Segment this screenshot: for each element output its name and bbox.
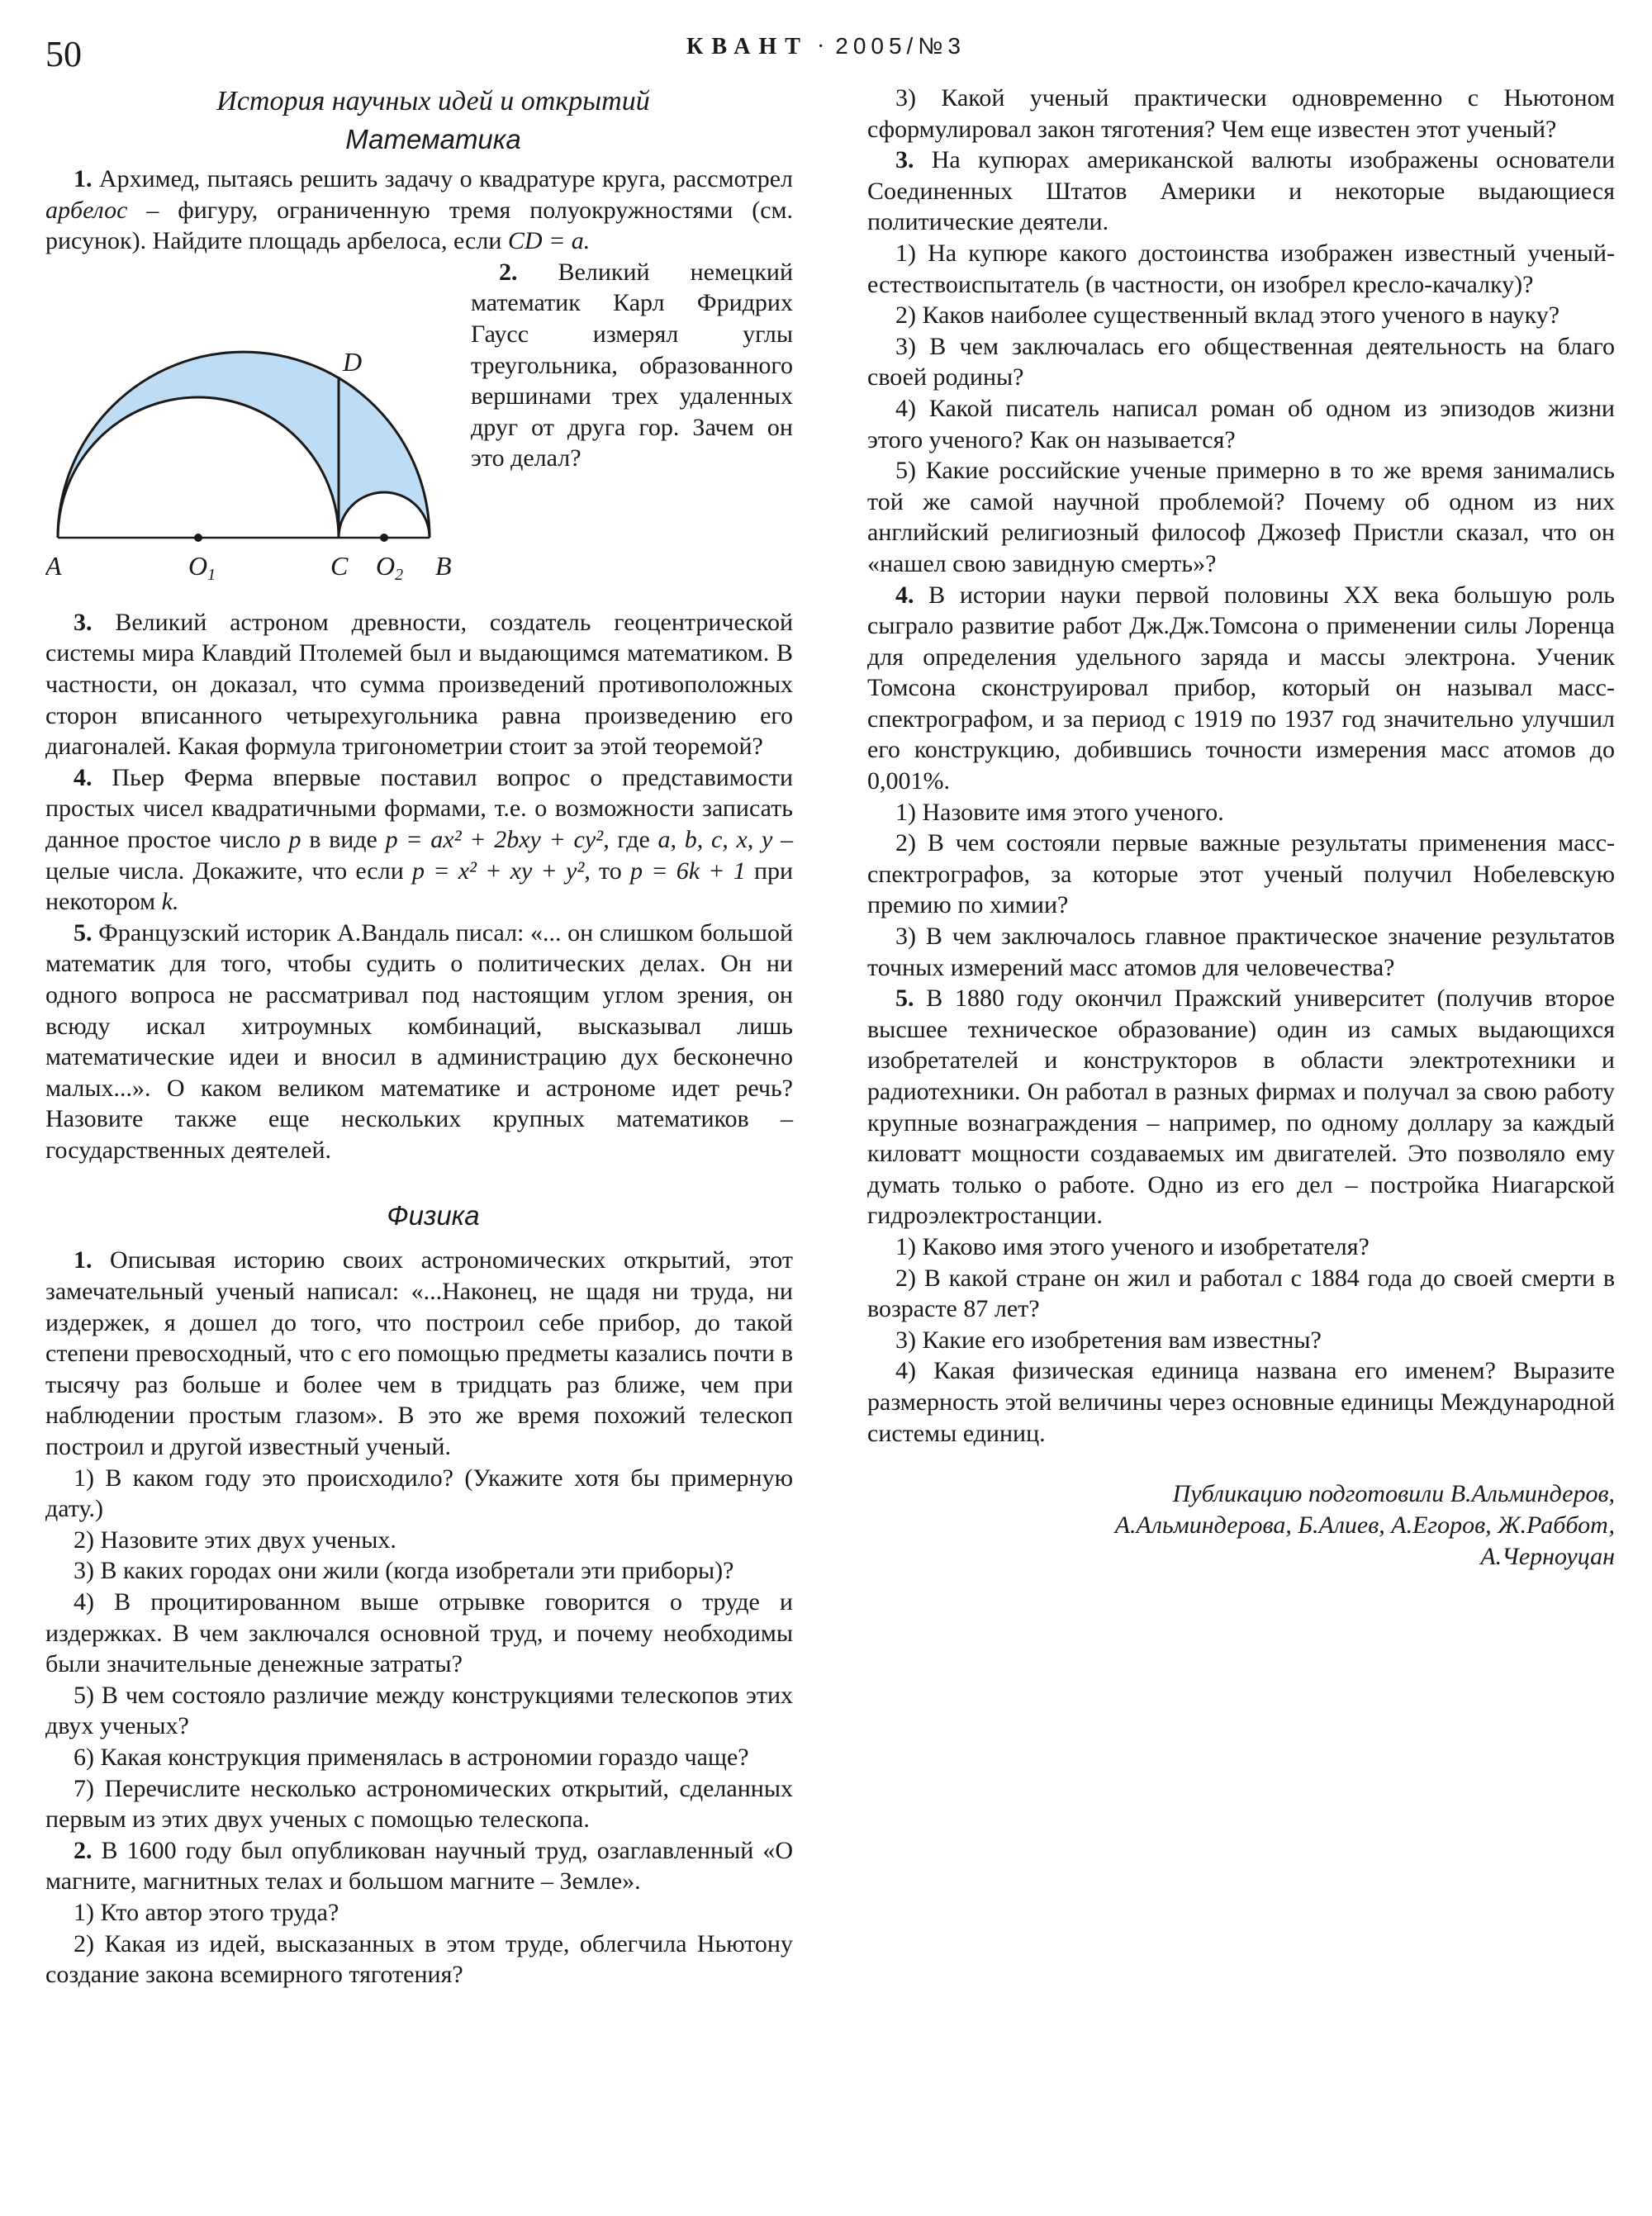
math-problem-1: 1. Архимед, пытаясь решить задачу о квадратуре круга, рассмотрел арбелос – фигуру, ограниченную тремя полуокружностями (см. рисунок). Найдите площадь арбелоса, если CD = a. [45, 165, 794, 255]
physics-1-question-3: 3) В каких городах они жили (когда изобретали эти приборы)? [74, 1557, 734, 1585]
physics-2-question-1: 1) Кто автор этого труда? [74, 1898, 339, 1926]
math-problem-4: 4. Пьер Ферма впервые поставил вопрос о представимости простых чисел квадратичными формами, т.е. о возможности записать данное простое число p в виде p = ax² + 2bxy + cy², где a, b, c, x, y – целые числа. Докажите, что если p = x² + xy + y², то p = 6k + 1 при некотором k. [45, 763, 794, 916]
section-title: История научных идей и открытий [216, 86, 650, 116]
physics-3-question-1: 1) На купюре какого достоинства изображен известный ученый-естествоиспытатель (в частности, он изобрел кресло-качалку)? [867, 239, 1615, 298]
physics-1-question-5: 5) В чем состояло различие между конструкциями телескопов этих двух ученых? [45, 1681, 793, 1740]
label-b: B [435, 550, 452, 581]
label-o2: O2 [376, 550, 404, 584]
physics-problem-2: 2. В 1600 году был опубликован научный труд, озаглавленный «О магните, магнитных телах и большом магните – Земле». [45, 1836, 794, 1896]
left-column [45, 83, 793, 1991]
label-d: D [343, 346, 363, 377]
physics-problem-5: 5. В 1880 году окончил Пражский университет (получив второе высшее техническое образование) один из самых выдающихся изобретателей и конструкторов в области электротехники и радиотехники. Он работал в разных фирмах и получал за свою работу крупные вознаграждения – например, по одному доллару за каждый киловатт мощности создаваемых им двигателей. Это позволяло ему думать только о работе. Одно из его дел – постройка Ниагарской гидроэлектростанции. [867, 985, 1615, 1230]
arbelos-region [58, 352, 430, 538]
physics-3-question-4: 4) Какой писатель написал роман об одном из эпизодов жизни этого ученого? Как он называется? [867, 394, 1615, 453]
issue-number: 2005/№3 [835, 33, 966, 59]
physics-2-question-3: 3) Какой ученый практически одновременно с Ньютоном сформулировал закон тяготения? Чем еще известен этот ученый? [867, 84, 1615, 143]
credits-line-1: Публикацию подготовили В.Альминдеров, [1172, 1480, 1615, 1508]
physics-3-question-5: 5) Какие российские ученые примерно в то же время занимались той же самой научной проблемой? Почему об одном из них английский религиозный философ Джозеф Пристли сказал, что он «нашел свою завидную смерть»? [867, 457, 1615, 577]
math-problem-2: 2. Великий немецкий математик Карл Фридрих Гаусс измерял углы треугольника, образованного вершинами трех удаленных друг от друга гор. Зачем он это делал? [471, 258, 793, 472]
physics-1-question-4: 4) В процитированном выше отрывке говорится о труде и издержках. В чем заключался основной труд, и почему необходимы были значительные денежные затраты? [45, 1588, 793, 1678]
center-o2 [380, 534, 388, 542]
physics-3-question-3: 3) В чем заключалась его общественная деятельность на благо своей родины? [867, 332, 1615, 391]
physics-1-question-1: 1) В каком году это происходило? (Укажите хотя бы примерную дату.) [45, 1464, 793, 1523]
label-c: C [330, 550, 349, 581]
center-o1 [194, 534, 202, 542]
credits-line-3: А.Черноуцан [1480, 1543, 1615, 1571]
physics-1-question-2: 2) Назовите этих двух ученых. [74, 1526, 396, 1554]
math-problem-5: 5. Французский историк А.Вандаль писал: «... он слишком большой математик для того, чтобы судить о политических делах. Он ни одного вопроса не рассматривал под настоящим углом зрения, он всюду искал хитроумных комбинаций, высказывал лишь математические идеи и вносил в администрацию дух бесконечно малых...». О каком великом математике и астрономе идет речь? Назовите также еще нескольких крупных математиков – государственных деятелей. [45, 918, 794, 1164]
physics-title: Физика [387, 1200, 480, 1231]
physics-3-question-2: 2) Каков наиболее существенный вклад этого ученого в науку? [895, 301, 1560, 330]
physics-5-question-3: 3) Какие его изобретения вам известны? [895, 1326, 1322, 1354]
physics-4-question-1: 1) Назовите имя этого ученого. [895, 798, 1224, 826]
physics-5-question-1: 1) Каково имя этого ученого и изобретателя? [895, 1232, 1370, 1260]
label-o1: O1 [188, 550, 216, 584]
math-title: Математика [345, 124, 521, 154]
credits [867, 1478, 1615, 1573]
physics-1-question-7: 7) Перечислите несколько астрономических открытий, сделанных первым из этих двух ученых с помощью телескопа. [45, 1774, 793, 1834]
running-header [0, 33, 1652, 60]
physics-problem-4: 4. В истории науки первой половины XX века большую роль сыграло развитие работ Дж.Дж.Томсона о применении силы Лоренца для определения удельного заряда и массы электрона. Ученик Томсона сконструировал прибор, который он называл масс-спектрографом, и за период с 1919 по 1937 год значительно улучшил его конструкцию, добившись точности измерения масс атомов до 0,001%. [867, 581, 1615, 795]
math-problem-3: 3. Великий астроном древности, создатель геоцентрической системы мира Клавдий Птолемей был и выдающимся математиком. В частности, он доказал, что сумма произведений противоположных сторон вписанного четырехугольника равна произведению его диагоналей. Какая формула тригонометрии стоит за этой теоремой? [45, 608, 793, 761]
physics-problem-1: 1. Описывая историю своих астрономических открытий, этот замечательный ученый написал: «...Наконец, не щадя ни труда, ни издержек, я дошел до того, что построил себе прибор, до такой степени превосходный, что с его помощью предметы казались почти в тысячу раз больше и более чем в тридцать раз ближе, чем при наблюдении простым глазом». В это же время похожий телескоп построил и другой известный ученый. [45, 1246, 793, 1461]
page-number: 50 [45, 34, 82, 74]
credits-line-2: А.Альминдерова, Б.Алиев, А.Егоров, Ж.Раббот, [1114, 1511, 1615, 1540]
physics-5-question-4: 4) Какая физическая единица названа его именем? Выразите размерность этой величины через основные единицы Международной системы единиц. [867, 1357, 1615, 1447]
physics-1-question-6: 6) Какая конструкция применялась в астрономии гораздо чаще? [74, 1743, 749, 1771]
label-a: A [45, 550, 62, 581]
arbelos-figure [45, 257, 463, 604]
physics-5-question-2: 2) В какой стране он жил и работал с 1884 года до своей смерти в возрасте 87 лет? [867, 1264, 1615, 1323]
physics-4-question-2: 2) В чем состояли первые важные результаты применения масс-спектрографов, за которые этот ученый получил Нобелевскую премию по химии? [867, 829, 1615, 919]
right-column [867, 83, 1615, 1573]
physics-2-question-2: 2) Какая из идей, высказанных в этом труде, облегчила Ньютону создание закона всемирного тяготения? [45, 1929, 793, 1989]
physics-problem-3: 3. На купюрах американской валюты изображены основатели Соединенных Штатов Америки и некоторые выдающиеся политические деятели. [867, 146, 1615, 236]
header-separator: · [816, 34, 828, 59]
physics-4-question-3: 3) В чем заключалось главное практическое значение результатов точных измерений масс атомов для человечества? [867, 923, 1615, 981]
magazine-title: КВАНТ [686, 34, 809, 59]
